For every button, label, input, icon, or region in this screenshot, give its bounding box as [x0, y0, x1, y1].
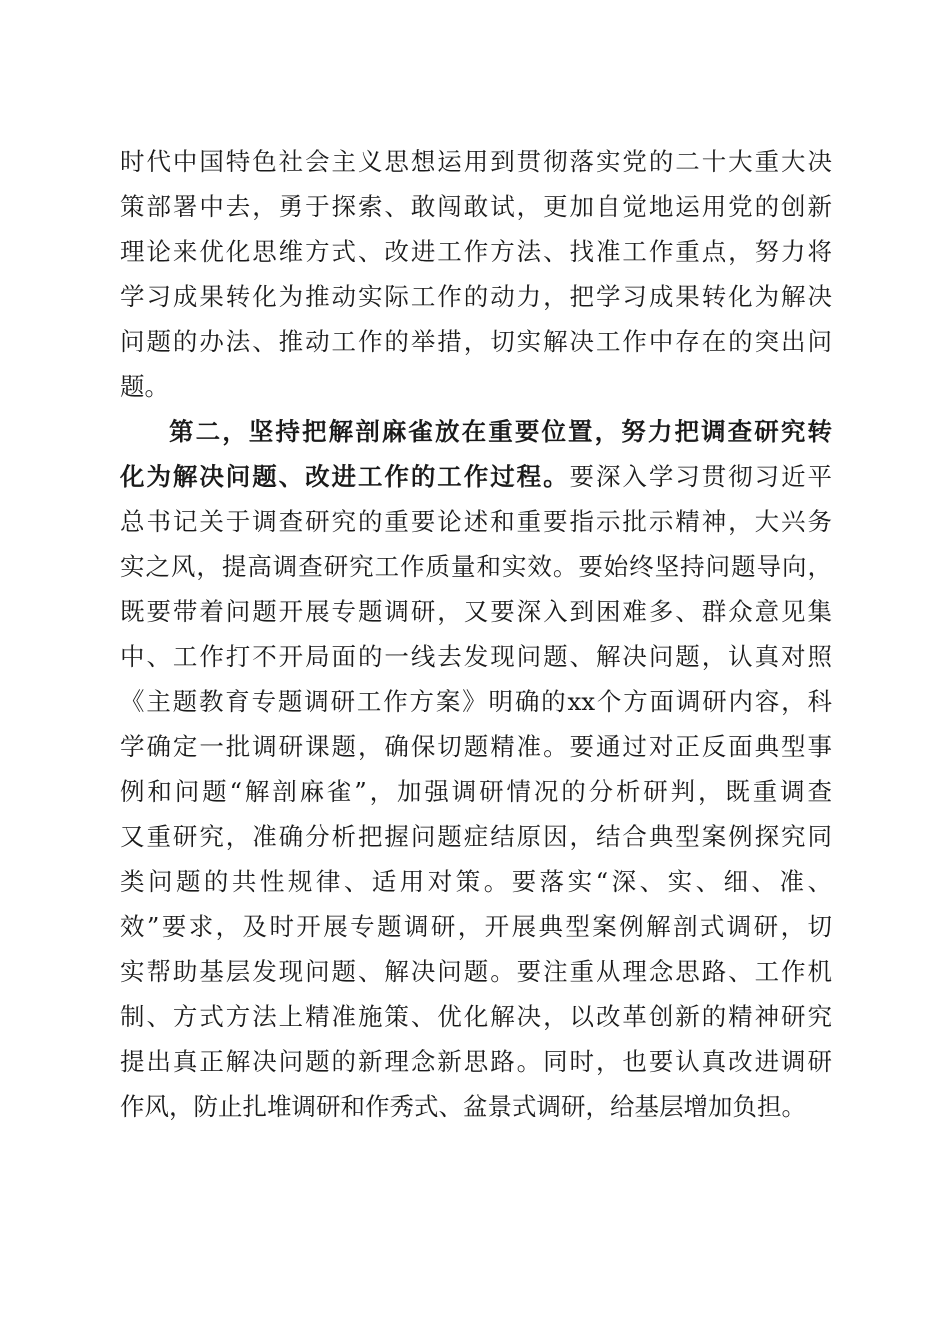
text-segment: 《主题教育专题调研工作方案》明确的xx个方面调研内容，科	[120, 687, 832, 716]
text-segment: 理论来优化思维方式、改进工作方法、找准工作重点，努力将	[120, 237, 832, 266]
bold-heading-segment: 第二，坚持把解剖麻雀放在重要位置，努力把调查研究转	[169, 417, 832, 446]
section-heading-line	[169, 412, 832, 452]
text-line	[120, 547, 832, 587]
paragraph-end-line	[120, 367, 832, 407]
bold-heading-segment: 化为解决问题、改进工作的工作过程。	[120, 462, 570, 491]
text-segment: 效”要求，及时开展专题调研，开展典型案例解剖式调研，切	[120, 912, 832, 941]
text-segment: 要深入学习贯彻习近平	[569, 462, 833, 491]
text-line	[120, 232, 832, 272]
text-line	[120, 907, 832, 947]
text-segment: 题。	[120, 372, 169, 401]
text-line	[120, 727, 832, 767]
paragraph-end-line	[120, 1087, 832, 1127]
text-segment: 问题的办法、推动工作的举措，切实解决工作中存在的突出问	[120, 327, 832, 356]
text-segment: 学习成果转化为推动实际工作的动力，把学习成果转化为解决	[120, 282, 832, 311]
text-segment: 策部署中去，勇于探索、敢闯敢试，更加自觉地运用党的创新	[120, 192, 832, 221]
text-line	[120, 502, 832, 542]
text-segment: 作风，防止扎堆调研和作秀式、盆景式调研，给基层增加负担。	[120, 1092, 806, 1121]
text-line	[120, 1042, 832, 1082]
text-line	[120, 277, 832, 317]
text-segment: 实之风，提高调查研究工作质量和实效。要始终坚持问题导向，	[120, 552, 832, 581]
text-segment: 时代中国特色社会主义思想运用到贯彻落实党的二十大重大决	[120, 147, 832, 176]
text-line	[120, 817, 832, 857]
text-segment: 学确定一批调研课题，确保切题精准。要通过对正反面典型事	[120, 732, 832, 761]
text-segment: 既要带着问题开展专题调研，又要深入到困难多、群众意见集	[120, 597, 832, 626]
text-line	[120, 997, 832, 1037]
text-line	[120, 637, 832, 677]
text-segment: 类问题的共性规律、适用对策。要落实“深、实、细、准、	[120, 867, 832, 896]
text-line	[120, 142, 832, 182]
text-line	[120, 187, 832, 227]
text-segment: 提出真正解决问题的新理念新思路。同时，也要认真改进调研	[120, 1047, 832, 1076]
text-segment: 中、工作打不开局面的一线去发现问题、解决问题，认真对照	[120, 642, 832, 671]
text-segment: 制、方式方法上精准施策、优化解决，以改革创新的精神研究	[120, 1002, 832, 1031]
text-segment: 总书记关于调查研究的重要论述和重要指示批示精神，大兴务	[120, 507, 832, 536]
text-line	[120, 682, 832, 722]
text-line	[120, 592, 832, 632]
text-line	[120, 772, 832, 812]
text-segment: 实帮助基层发现问题、解决问题。要注重从理念思路、工作机	[120, 957, 832, 986]
text-line	[120, 457, 832, 497]
text-line	[120, 862, 832, 902]
text-segment: 又重研究，准确分析把握问题症结原因，结合典型案例探究同	[120, 822, 832, 851]
text-line	[120, 952, 832, 992]
text-segment: 例和问题“解剖麻雀”，加强调研情况的分析研判，既重调查	[120, 777, 832, 806]
text-line	[120, 322, 832, 362]
